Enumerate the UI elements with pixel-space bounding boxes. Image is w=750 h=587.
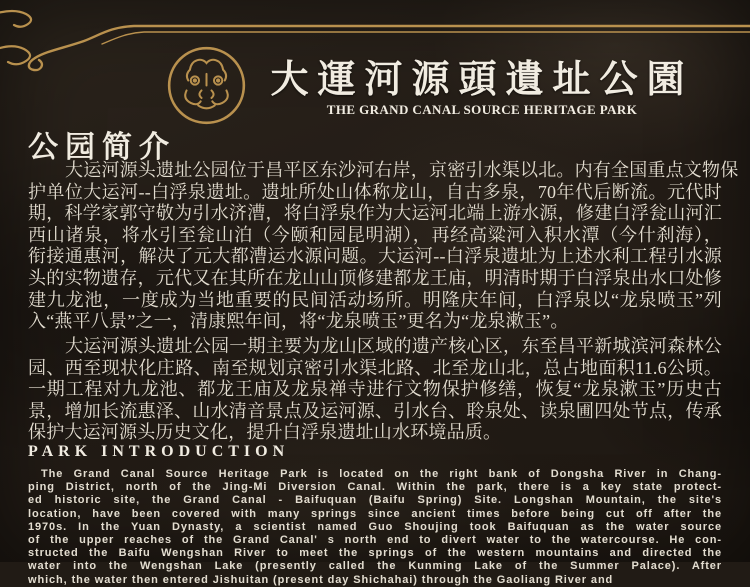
- text-line: 期，科学家郭守敬为引水济漕，将白浮泉作为大运河北端上游水源，修建白浮瓮山河汇: [28, 203, 722, 224]
- text-line: 景，增加长流惠泽、山水清音景点及运河源、引水台、聆泉处、读泉圃四处节点，传承: [28, 400, 722, 421]
- section-heading-chinese: 公园简介: [28, 131, 176, 164]
- text-line: 一期工程对九龙池、都龙王庙及龙泉禅寺进行文物保护修缮，恢复“龙泉漱玉”历史古: [28, 379, 722, 400]
- text-line: ed historic site, the Grand Canal - Baifuquan (Baifu Spring) Site. Longshan Mountain, the site's: [28, 494, 722, 507]
- park-title-chinese: 大運河源頭遺址公園: [270, 59, 694, 101]
- text-line: 大运河源头遗址公园一期主要为龙山区域的遗产核心区，东至昌平新城滨河森林公: [65, 336, 722, 356]
- text-line: ping District, north of the Jing-Mi Diversion Canal. Within the park, there is a key state protect-: [28, 481, 722, 494]
- text-line: structed the Baifu Wengshan River to meet the springs of the western mountains and directed the: [28, 547, 722, 560]
- text-line: location, have been covered with many springs since ancient times before being cut off after the: [28, 507, 722, 520]
- text-line: 头的实物遗存，元代又在其所在龙山山顶修建都龙王庙，明清时期于白浮泉出水口处修: [28, 267, 722, 288]
- text-line: of the upper reaches of the Grand Canal' s north end to divert water to the watercourse. He con-: [28, 534, 722, 547]
- chinese-paragraph-1: [28, 160, 739, 333]
- text-line: The Grand Canal Source Heritage Park is located on the right bank of Dongsha River in Chang-: [41, 468, 722, 480]
- chinese-paragraph-2: [28, 336, 722, 444]
- text-line: 1970s. In the Yuan Dynasty, a scientist named Guo Shoujing took Baifuquan as the water source: [28, 520, 722, 533]
- text-line: 入“燕平八景”之一，清康熙年间，将“龙泉喷玉”更名为“龙泉漱玉”。: [28, 311, 569, 332]
- text-line: 衔接通惠河，解决了元大都漕运水源问题。大运河--白浮泉遗址为上述水利工程引水源: [28, 246, 722, 267]
- text-line: 大运河源头遗址公园位于昌平区东沙河右岸，京密引水渠以北。内有全国重点文物保: [65, 160, 739, 180]
- text-line: 西山诸泉，将水引至瓮山泊（今颐和园昆明湖），再经高粱河入积水潭（今什刹海），: [28, 224, 722, 245]
- dragon-seal-emblem-icon: [165, 43, 248, 128]
- text-line: 保护大运河源头历史文化，提升白浮泉遗址山水环境品质。: [28, 422, 502, 443]
- park-subtitle-english: THE GRAND CANAL SOURCE HERITAGE PARK: [326, 102, 638, 117]
- text-line: which, the water then entered Jishuitan (present day Shichahai) through the Gaoliang River and: [28, 573, 614, 586]
- text-line: 护单位大运河--白浮泉遗址。遗址所处山体称龙山，自古多泉，70年代后断流。元代时: [28, 181, 722, 202]
- section-heading-english: PARK INTRODUCTION: [28, 443, 290, 460]
- english-paragraph: [28, 468, 722, 587]
- text-line: 园、西至现状化庄路、南至规划京密引水渠北路、北至龙山北，总占地面积11.6公顷。: [28, 357, 722, 378]
- text-line: 建九龙池，一度成为当地重要的民间活动场所。明隆庆年间，白浮泉以“龙泉喷玉”列: [28, 289, 722, 310]
- text-line: water into the Wengshan Lake (presently called the Kunming Lake of the Summer Palace). After: [28, 560, 722, 573]
